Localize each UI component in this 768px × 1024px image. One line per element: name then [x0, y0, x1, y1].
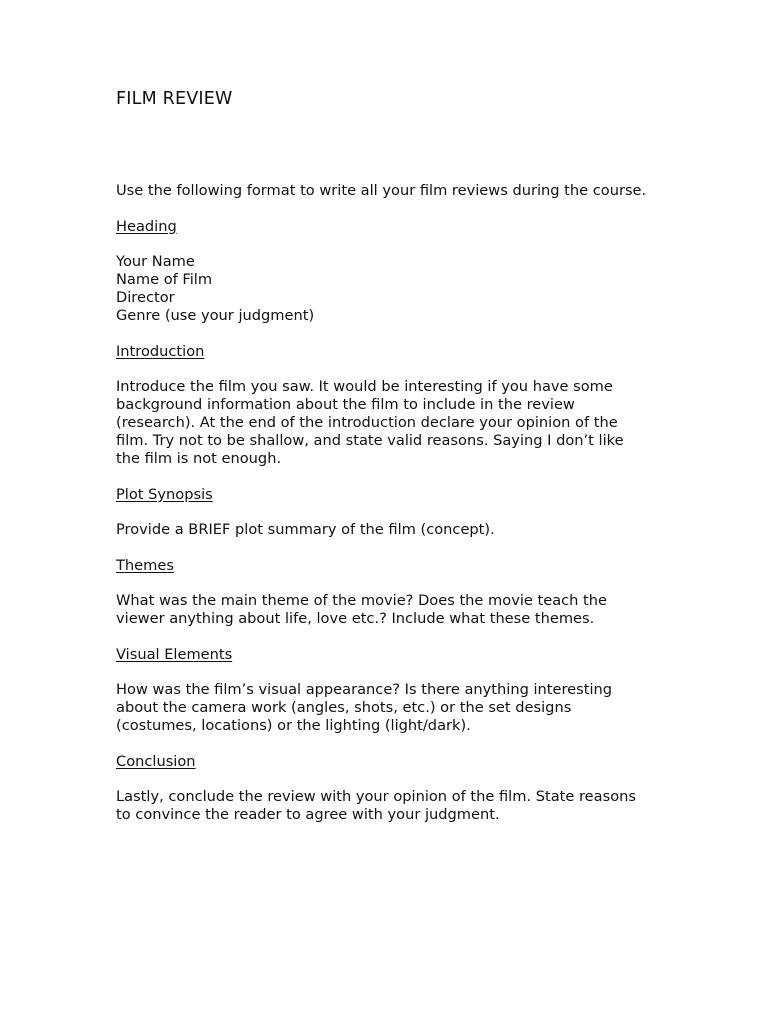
introduction-line: Introduce the film you saw. It would be interesting if you have some: [116, 378, 613, 395]
introduction-line: (research). At the end of the introduction declare your opinion of the: [116, 414, 618, 431]
heading-line: Director: [116, 289, 175, 306]
page-title: FILM REVIEW: [116, 89, 233, 109]
heading-section-body: [116, 253, 676, 325]
section-visual-elements-title: [116, 646, 676, 664]
introduction-line: background information about the film to include in the review: [116, 396, 575, 413]
visual-elements-line: about the camera work (angles, shots, etc.) or the set designs: [116, 699, 572, 716]
plot-synopsis-section-label: Plot Synopsis: [116, 485, 213, 503]
heading-line: Name of Film: [116, 271, 213, 288]
themes-section-body: [116, 592, 676, 628]
plot-synopsis-line: Provide a BRIEF plot summary of the film (concept).: [116, 521, 495, 538]
visual-elements-line: How was the film’s visual appearance? Is there anything interesting: [116, 681, 613, 698]
section-introduction-title: [116, 343, 676, 361]
section-themes-title: [116, 557, 676, 575]
introduction-section-label: Introduction: [116, 342, 205, 360]
plot-synopsis-section-body: [116, 521, 676, 539]
visual-elements-line: (costumes, locations) or the lighting (light/dark).: [116, 717, 471, 734]
document-body: [116, 182, 676, 842]
conclusion-section-label: Conclusion: [116, 752, 196, 770]
themes-line: viewer anything about life, love etc.? Include what these themes.: [116, 610, 595, 627]
section-heading-title: [116, 218, 676, 236]
visual-elements-section-label: Visual Elements: [116, 645, 233, 663]
section-plot-synopsis-title: [116, 486, 676, 504]
section-conclusion-title: [116, 753, 676, 771]
intro-paragraph: [116, 182, 676, 200]
themes-section-label: Themes: [116, 556, 174, 574]
visual-elements-section-body: [116, 681, 676, 735]
conclusion-line: Lastly, conclude the review with your opinion of the film. State reasons: [116, 788, 636, 805]
conclusion-line: to convince the reader to agree with your judgment.: [116, 806, 500, 823]
heading-section-label: Heading: [116, 217, 177, 235]
intro-text: Use the following format to write all your film reviews during the course.: [116, 182, 647, 199]
introduction-section-body: [116, 378, 676, 468]
introduction-line: the film is not enough.: [116, 450, 282, 467]
themes-line: What was the main theme of the movie? Does the movie teach the: [116, 592, 608, 609]
conclusion-section-body: [116, 788, 676, 824]
introduction-line: film. Try not to be shallow, and state valid reasons. Saying I don’t like: [116, 432, 624, 449]
heading-line: Your Name: [116, 253, 195, 270]
heading-line: Genre (use your judgment): [116, 307, 315, 324]
